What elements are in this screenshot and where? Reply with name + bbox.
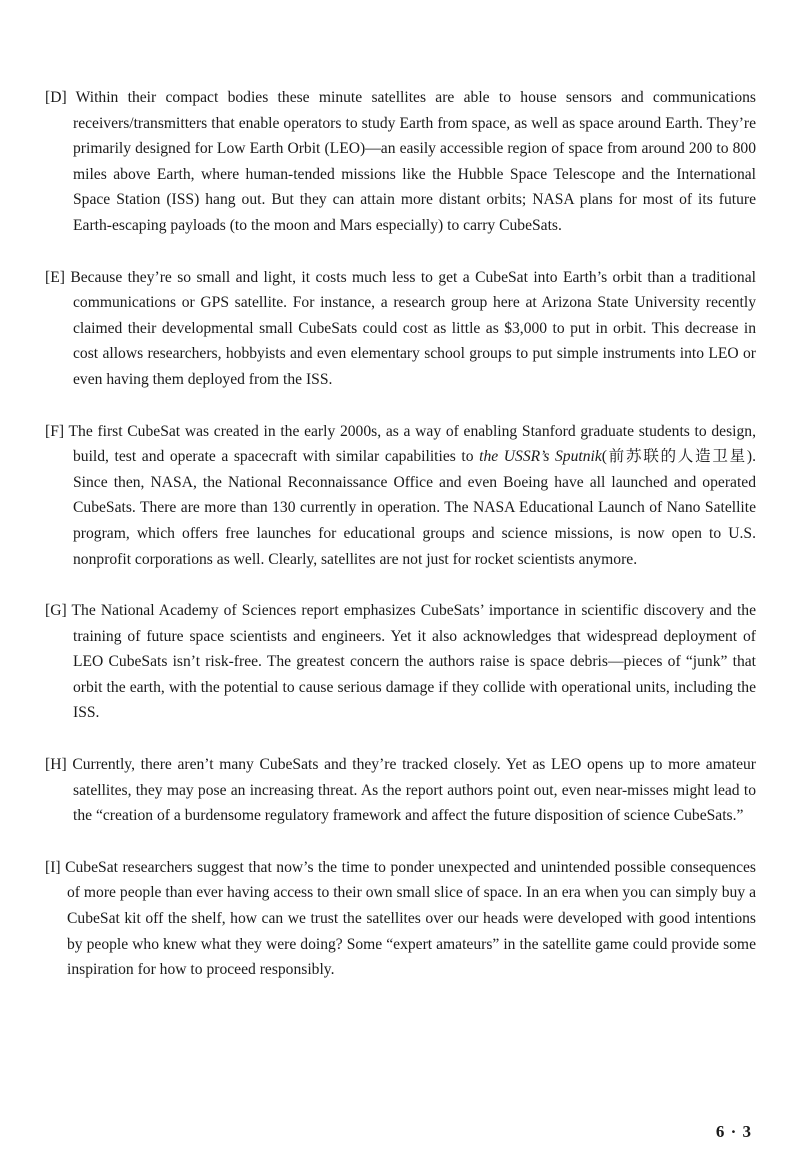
paragraph-label: [D] bbox=[45, 89, 67, 106]
paragraph-h bbox=[45, 752, 756, 829]
chinese-gloss: (前苏联的人造卫星) bbox=[601, 448, 753, 466]
paragraph-label: [I] bbox=[45, 858, 61, 876]
document-body bbox=[45, 85, 756, 1009]
paragraph-label: [E] bbox=[45, 268, 65, 286]
paragraph-g bbox=[45, 598, 756, 726]
paragraph-text: The first CubeSat was created in the early 2000s, as a way of enabling Stanford graduate students to design, build, test and operate a spacecraft with similar capabilities to bbox=[68, 422, 756, 466]
paragraph-text-continued: . Since then, NASA, the National Reconnaissance Office and even Boeing have all launched and operated CubeSats. There are more than 130 currently in operation. The NASA Educational Launch of Nano Satellite program, which offers free launches for educational groups and science missions, is now open to U.S. nonprofit corporations as well. Clearly, satellites are not just for rocket scientists anymore. bbox=[73, 448, 756, 568]
paragraph-text: Currently, there aren’t many CubeSats and they’re tracked closely. Yet as LEO opens up to more amateur satellites, they may pose an increasing threat. As the report authors point out, even near-misses might lead to the “creation of a burdensome regulatory framework and affect the future disposition of science CubeSats.” bbox=[72, 756, 756, 825]
paragraph-e bbox=[45, 265, 756, 393]
paragraph-text: Because they’re so small and light, it costs much less to get a CubeSat into Earth’s orbit than a traditional communications or GPS satellite. For instance, a research group here at Arizona State University recently claimed their developmental small CubeSats could cost as little as $3,000 to put in orbit. This decrease in cost allows researchers, hobbyists and even elementary school groups to put simple instruments into LEO or even having them deployed from the ISS. bbox=[70, 268, 756, 388]
paragraph-label: [H] bbox=[45, 756, 67, 774]
paragraph-i bbox=[45, 855, 756, 983]
paragraph-text: Within their compact bodies these minute satellites are able to house sensors and communications receivers/transmitters that enable operators to study Earth from space, as well as space around Earth. They’re primarily designed for Low Earth Orbit (LEO)—an easily accessible region of space from around 200 to 800 miles above Earth, where human-tended missions like the Hubble Space Telescope and the International Space Station (ISS) hang out. But they can attain more distant orbits; NASA plans for most of its future Earth-escaping payloads (to the moon and Mars especially) to carry CubeSats. bbox=[73, 89, 756, 234]
paragraph-d bbox=[45, 85, 756, 239]
paragraph-text: CubeSat researchers suggest that now’s the time to ponder unexpected and unintended possible consequences of more people than ever having access to their own small slice of space. In an era when you can simply buy a CubeSat kit off the shelf, how can we trust the satellites over our heads were developed with good intentions by people who knew what they were doing? Some “expert amateurs” in the satellite game could provide some inspiration for how to proceed responsibly. bbox=[65, 858, 756, 979]
paragraph-f bbox=[45, 419, 756, 573]
paragraph-label: [F] bbox=[45, 422, 65, 440]
paragraph-text: The National Academy of Sciences report emphasizes CubeSats’ importance in scientific discovery and the training of future space scientists and engineers. Yet it also acknowledges that widespread deployment of LEO CubeSats isn’t risk-free. The greatest concern the authors raise is space debris—pieces of “junk” that orbit the earth, with the potential to cause serious damage if they collide with operational units, including the ISS. bbox=[71, 602, 757, 722]
sputnik-term: the USSR’s Sputnik bbox=[479, 448, 602, 466]
paragraph-label: [G] bbox=[45, 602, 67, 620]
page-number: 6 · 3 bbox=[715, 1122, 752, 1141]
